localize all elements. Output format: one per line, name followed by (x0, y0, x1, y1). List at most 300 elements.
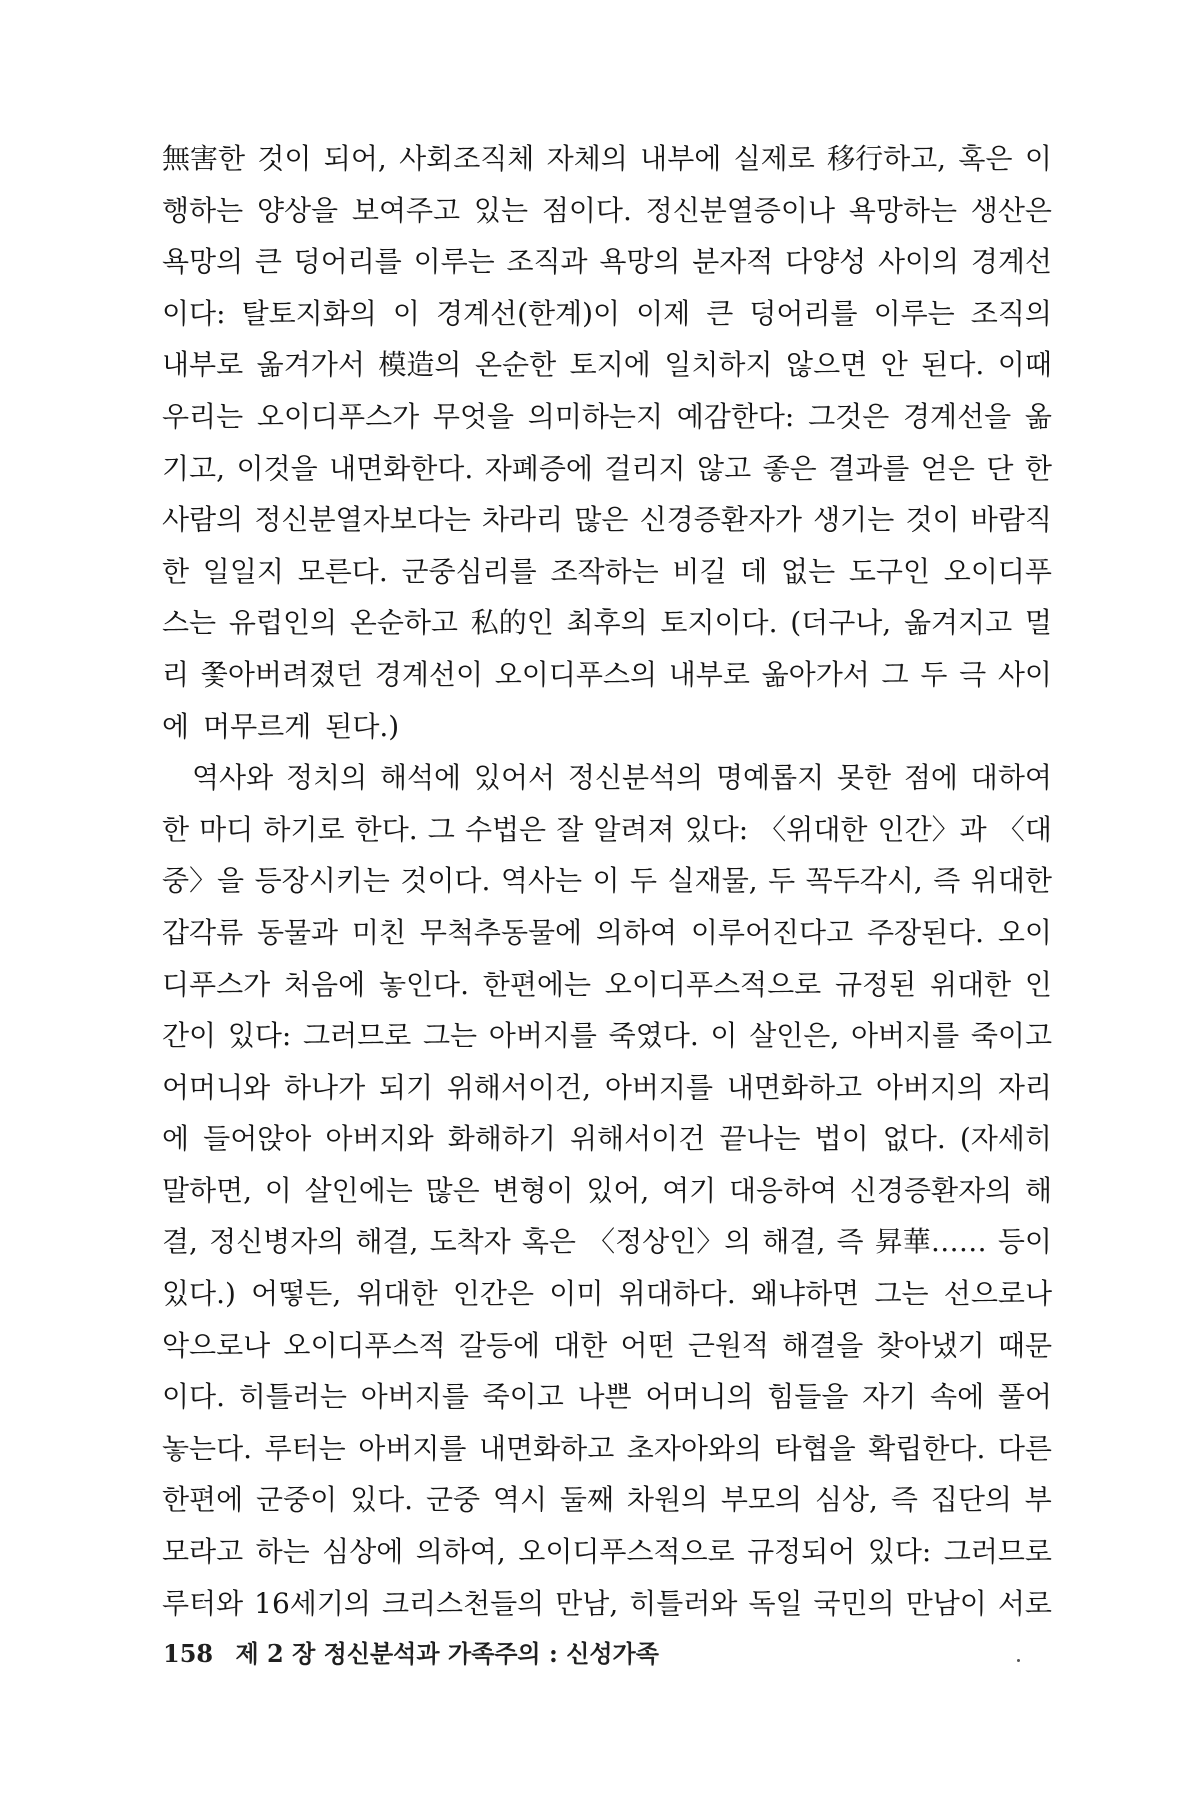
word: 죽였다. (608, 1019, 699, 1053)
word: 한다. (354, 812, 418, 846)
word: 있다. (350, 1483, 414, 1517)
word: 끝나는 (719, 1122, 801, 1156)
word: 걸리지 (604, 451, 686, 485)
word: 혹은 (521, 1225, 576, 1259)
word: 미친 (351, 915, 407, 949)
text-line (162, 339, 1052, 391)
word: 비길 (672, 554, 727, 588)
word: 덩어리를 (293, 245, 402, 279)
word: 않으면 (786, 348, 868, 382)
text-line (162, 1526, 1052, 1578)
word: 갑각류 (162, 915, 244, 949)
word: 〈위대한 (758, 812, 868, 846)
word: 못한 (836, 761, 892, 795)
word: 차원의 (626, 1483, 709, 1517)
word: 옮겨지고 (903, 606, 1013, 640)
word: 생산은 (970, 193, 1052, 227)
word: 온순한 (474, 348, 557, 382)
word: 옮아가서 (761, 657, 870, 691)
word: 만남이 (905, 1586, 987, 1620)
word: 경계선을 (902, 399, 1012, 433)
word: 옮겨가서 (256, 348, 365, 382)
word: 하기로 (263, 812, 345, 846)
word: 힘들을 (767, 1380, 849, 1414)
word: 중〉을 (162, 864, 245, 898)
word: 있다: (684, 812, 749, 846)
word: 디푸스가 (162, 967, 271, 1001)
word: 실재물, (667, 864, 758, 898)
word: 昇華…… (874, 1225, 987, 1259)
word: 무엇을 (432, 399, 515, 433)
text-line (162, 546, 1052, 598)
word: 그는 (422, 1019, 478, 1053)
word: 모른다. (297, 554, 388, 588)
word: 조직과 (506, 245, 588, 279)
word: 화해하기 (447, 1122, 556, 1156)
word: 아버지와 (325, 1122, 434, 1156)
word: 내면화하고 (726, 1070, 863, 1104)
word: 기고, (162, 451, 225, 485)
word: 양상을 (256, 193, 339, 227)
word: 다양성 (785, 245, 867, 279)
word: 그것은 (808, 399, 890, 433)
chapter-label: 제 2 장 (235, 1639, 316, 1668)
word: 극 (959, 657, 987, 691)
word: 보여주고 (351, 193, 461, 227)
text-line (162, 701, 1052, 753)
word: 유럽인의 (228, 606, 338, 640)
text-line (162, 185, 1052, 237)
word: 욕망의 (599, 245, 681, 279)
word: 혹은 (958, 142, 1013, 175)
text-line (162, 288, 1052, 340)
word: 등장시키는 (254, 864, 390, 898)
word: 심상, (814, 1483, 878, 1517)
word: 의미하는지 (527, 399, 664, 433)
word: 자리 (997, 1070, 1052, 1104)
chapter-title: 정신분석과 가족주의 : 신성가족 (323, 1639, 659, 1668)
word: 된다. (921, 348, 985, 382)
word: 즉 (836, 1225, 864, 1259)
text-line (162, 649, 1052, 701)
text-line (162, 391, 1052, 443)
word: 욕망의 (162, 245, 244, 279)
word: 토지에 (569, 348, 651, 382)
word: 오이디푸스적으로 (518, 1535, 735, 1569)
word: 자기 (862, 1380, 917, 1414)
word: 해석에 (379, 761, 462, 795)
word: 오이디푸스가 (256, 399, 420, 433)
word: 군중이 (256, 1483, 338, 1517)
word: 위해서이건 (569, 1122, 706, 1156)
word: 대하여 (970, 761, 1052, 795)
word: 아버지를 (850, 1019, 960, 1053)
word: 온순하고 (349, 606, 458, 640)
word: 있어서 (473, 761, 556, 795)
word: 내부에 (640, 142, 722, 175)
word: 이루는 (413, 245, 495, 279)
word: 해결, (762, 1225, 826, 1259)
word: 두 (920, 657, 948, 691)
word: 無害한 (162, 142, 246, 175)
word: 경계선(한계)이 (435, 296, 621, 330)
word: 놓인다. (378, 967, 469, 1001)
word: 模造의 (378, 348, 462, 382)
word: 바람직 (970, 503, 1052, 537)
word: 주장된다. (866, 915, 985, 949)
word: 조직의 (970, 296, 1052, 330)
word: 마디 (199, 812, 254, 846)
word: 놓는다. (162, 1431, 253, 1465)
word: 법이 (814, 1122, 869, 1156)
word: 경계선 (970, 245, 1052, 279)
word: 하나가 (284, 1070, 366, 1104)
word: 私的인 (470, 606, 554, 640)
word: 처음에 (284, 967, 366, 1001)
word: 멀 (1024, 606, 1052, 640)
word: 위대한 (929, 967, 1012, 1001)
text-line (162, 494, 1052, 546)
word: 풀어 (997, 1380, 1052, 1414)
word: 정신병자의 (209, 1225, 345, 1259)
word: 차라리 (481, 503, 564, 537)
word: 이다: (162, 296, 226, 330)
word: 그 (881, 657, 909, 691)
word: 속에 (930, 1380, 985, 1414)
word: 히틀러는 (238, 1380, 347, 1414)
word: 분자적 (692, 245, 774, 279)
word: 자폐증에 (484, 451, 593, 485)
word: (더구나, (790, 606, 892, 640)
word: 경계선이 (374, 657, 483, 691)
word: 등이 (997, 1225, 1052, 1259)
word: 루터는 (264, 1431, 346, 1465)
word: 아버지를 (360, 1380, 469, 1414)
word: 내부로 (162, 348, 244, 382)
word: 나쁜 (577, 1380, 632, 1414)
word: 간이 (162, 1019, 217, 1053)
word: 생기는 (813, 503, 895, 537)
word: 한편에는 (482, 967, 591, 1001)
word: 부모의 (720, 1483, 803, 1517)
word: 부 (1024, 1483, 1052, 1517)
word: 어떻든, (251, 1277, 342, 1311)
word: 여기 (662, 1173, 717, 1207)
word: 크리스천들의 (381, 1586, 545, 1620)
word: 있다.) (162, 1277, 236, 1311)
body-text (162, 133, 1052, 1629)
word: 안 (880, 348, 908, 382)
word: 데 (740, 554, 768, 588)
word: 이 (1024, 142, 1052, 175)
word: 移行하고, (827, 142, 947, 175)
word: 의하여 (595, 915, 678, 949)
text-line (162, 1165, 1052, 1217)
word: 사이 (997, 657, 1052, 691)
word: 하는 (255, 1535, 310, 1569)
word: 내면화한다. (329, 451, 474, 485)
word: 단 (986, 451, 1014, 485)
word: 그러므로 (303, 1019, 412, 1053)
word: 위해서이건, (446, 1070, 592, 1104)
word: 규정된 (834, 967, 917, 1001)
word: 죽이고 (970, 1019, 1052, 1053)
word: 오이 (997, 915, 1052, 949)
word: 머무르게 (203, 709, 312, 743)
word: 토지이다. (660, 606, 778, 640)
word: 어머니와 (162, 1070, 271, 1104)
word: 아버지의 (875, 1070, 985, 1104)
word: 정신분석의 (567, 761, 704, 795)
word: 욕망하는 (848, 193, 957, 227)
word: 자체의 (546, 142, 628, 175)
word: 된다.) (325, 709, 400, 743)
word: 국민의 (813, 1586, 895, 1620)
word: 점에 (903, 761, 958, 795)
text-line (162, 1113, 1052, 1165)
word: 것이 (905, 503, 960, 537)
word: 결, (162, 1225, 198, 1259)
word: 일일지 (202, 554, 284, 588)
word: 어떤 (620, 1328, 675, 1362)
text-line (162, 907, 1052, 959)
word: 없는 (781, 554, 836, 588)
word: 내면화하고 (479, 1431, 615, 1465)
word: 만남, (555, 1586, 619, 1620)
text-line (162, 959, 1052, 1011)
word: 동물과 (256, 915, 339, 949)
word: 행하는 (162, 193, 244, 227)
word: 되어, (323, 142, 387, 175)
word: 있다: (867, 1535, 932, 1569)
word: 오이디푸스적으로 (604, 967, 822, 1001)
word: 두 (630, 864, 658, 898)
text-line (162, 804, 1052, 856)
word: 아버지를 (358, 1431, 467, 1465)
word: 인간은 (452, 1277, 535, 1311)
word: 해결을 (782, 1328, 864, 1362)
word: 이루는 (873, 296, 955, 330)
word: 독일 (748, 1586, 803, 1620)
word: 군중심리를 (401, 554, 537, 588)
word: 살인은, (749, 1019, 840, 1053)
word: 잘 (556, 812, 584, 846)
text-line (162, 1578, 1052, 1630)
word: 결과를 (828, 451, 910, 485)
word: 옮 (1024, 399, 1052, 433)
word: 갈등에 (458, 1328, 541, 1362)
word: 있어, (586, 1173, 650, 1207)
text-line (162, 855, 1052, 907)
word: 타협을 (774, 1431, 856, 1465)
word: 말하면, (162, 1173, 253, 1207)
scan-speck (1017, 1659, 1020, 1662)
word: 모라고 (162, 1535, 244, 1569)
word: 이제 (636, 296, 691, 330)
word: 큰 (706, 296, 734, 330)
word: 위대하다. (618, 1277, 736, 1311)
word: 이미 (549, 1277, 604, 1311)
word: 것이다. (400, 864, 491, 898)
word: 서로 (997, 1586, 1052, 1620)
word: 도착자 (429, 1225, 511, 1259)
text-line (162, 597, 1052, 649)
word: 큰 (254, 245, 282, 279)
text-line (162, 1268, 1052, 1320)
word: 즉 (890, 1483, 918, 1517)
word: 되기 (378, 1070, 434, 1104)
text-line (162, 236, 1052, 288)
word: 실제로 (733, 142, 815, 175)
word: 찾아냈기 (876, 1328, 985, 1362)
word: 이때 (997, 348, 1052, 382)
word: 없다. (882, 1122, 946, 1156)
word: 한편에 (162, 1483, 244, 1517)
word: 군중 (425, 1483, 481, 1517)
text-line (162, 1423, 1052, 1475)
text-line (162, 133, 1052, 185)
word: 스는 (162, 606, 217, 640)
word: 의하여, (415, 1535, 506, 1569)
text-line (162, 1010, 1052, 1062)
word: 사람의 (162, 503, 244, 537)
word: 한 (1024, 451, 1052, 485)
word: 역사와 (192, 761, 274, 795)
word: 신경증환자의 (849, 1173, 1013, 1207)
word: 해결, (355, 1225, 419, 1259)
word: 좋은 (762, 451, 817, 485)
word: 것이 (257, 142, 312, 175)
word: 덩어리를 (749, 296, 858, 330)
word: 악으로나 (162, 1328, 271, 1362)
word: 이루어진다고 (690, 915, 854, 949)
word: 오이디푸 (943, 554, 1052, 588)
word: 그러므로 (943, 1535, 1052, 1569)
word: 탈토지화의 (241, 296, 377, 330)
word: 확립한다. (868, 1431, 986, 1465)
word: 에 (162, 1122, 190, 1156)
word: 근원적 (687, 1328, 769, 1362)
word: 위대한 (356, 1277, 438, 1311)
word: 16세기의 (254, 1586, 371, 1620)
word: 대한 (553, 1328, 608, 1362)
word: 선으로나 (943, 1277, 1052, 1311)
word: 알려져 (593, 812, 675, 846)
word: 규정되어 (747, 1535, 856, 1569)
word: 변형이 (492, 1173, 574, 1207)
word: 아버지를 (488, 1019, 597, 1053)
word: 이것을 (236, 451, 318, 485)
word: 〈정상인〉의 (587, 1225, 752, 1259)
word: 심상에 (322, 1535, 404, 1569)
word: 사이의 (877, 245, 960, 279)
text-line (162, 1320, 1052, 1372)
word: 오이디푸스의 (494, 657, 658, 691)
text-line (162, 752, 1052, 804)
page-number: 158 (163, 1639, 214, 1668)
word: 우리는 (162, 399, 244, 433)
word: 두 (768, 864, 796, 898)
word: 있다: (227, 1019, 292, 1053)
word: 그 (427, 812, 455, 846)
word: 조작하는 (550, 554, 659, 588)
word: 에 (162, 709, 190, 743)
word: 신경증환자가 (639, 503, 802, 537)
word: 역시 (492, 1483, 548, 1517)
word: 왜냐하면 (750, 1277, 860, 1311)
word: 어머니의 (645, 1380, 754, 1414)
word: 내부로 (668, 657, 750, 691)
word: 정신분열자보다는 (254, 503, 471, 537)
word: 죽이고 (482, 1380, 564, 1414)
word: 있는 (473, 193, 529, 227)
word: 즉 (933, 864, 961, 898)
text-line (162, 443, 1052, 495)
word: 리 (162, 657, 190, 691)
word: 정치의 (285, 761, 368, 795)
word: 위대한 (970, 864, 1052, 898)
word: 많은 (574, 503, 629, 537)
word: 얻은 (920, 451, 975, 485)
word: 꼭두각시, (805, 864, 923, 898)
word: 아버지를 (604, 1070, 714, 1104)
word: 대응하여 (728, 1173, 838, 1207)
word: 한 (162, 554, 190, 588)
word: 정신분열증이나 (645, 193, 835, 227)
word: 최후의 (566, 606, 648, 640)
word: 살인에는 (304, 1173, 413, 1207)
word: 예감한다: (676, 399, 795, 433)
word: 집단의 (930, 1483, 1012, 1517)
text-line (162, 1371, 1052, 1423)
word: 이 (710, 1019, 738, 1053)
word: 인 (1024, 967, 1052, 1001)
word: 들어앉아 (203, 1122, 312, 1156)
word: 다른 (997, 1431, 1052, 1465)
text-line (162, 1216, 1052, 1268)
word: 무척추동물에 (419, 915, 583, 949)
word: 도구인 (848, 554, 931, 588)
word: 오이디푸스적 (283, 1328, 446, 1362)
word: 명예롭지 (715, 761, 825, 795)
word: 수법은 (464, 812, 547, 846)
word: 사회조직체 (399, 142, 535, 175)
word: 쫓아버려졌던 (200, 657, 364, 691)
word: 그는 (874, 1277, 929, 1311)
word: 인간〉과 (877, 812, 987, 846)
word: 히틀러와 (629, 1586, 738, 1620)
word: 초자아와의 (626, 1431, 763, 1465)
word: 둘째 (559, 1483, 615, 1517)
word: 이 (392, 296, 420, 330)
word: 해 (1024, 1173, 1052, 1207)
word: 역사는 (500, 864, 583, 898)
word: 이 (264, 1173, 292, 1207)
word: 〈대 (996, 812, 1052, 846)
word: 많은 (425, 1173, 480, 1207)
word: 점이다. (541, 193, 632, 227)
word: (자세히 (959, 1122, 1052, 1156)
word: 루터와 (162, 1586, 244, 1620)
word: 한 (162, 812, 190, 846)
text-line (162, 1062, 1052, 1114)
text-line (162, 1474, 1052, 1526)
word: 때문 (997, 1328, 1052, 1362)
word: 이다. (162, 1380, 225, 1414)
word: 이 (592, 864, 620, 898)
page-footer (163, 1634, 659, 1669)
word: 않고 (697, 451, 752, 485)
